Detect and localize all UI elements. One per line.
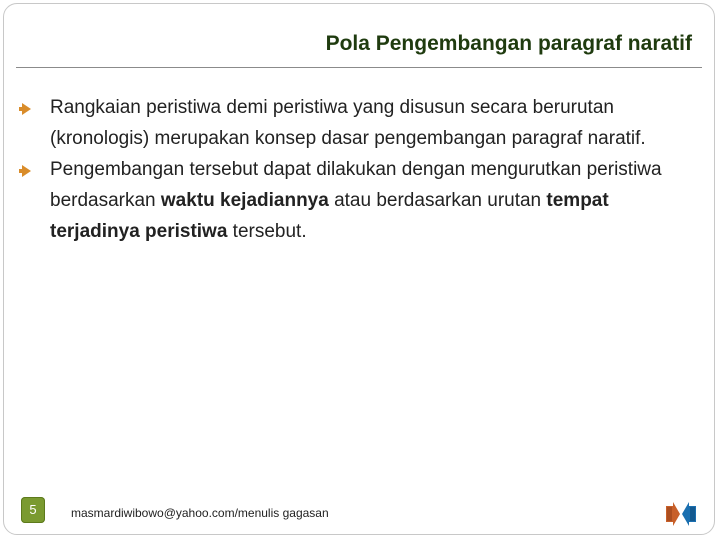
- footer-text: masmardiwibowo@yahoo.com/menulis gagasan: [71, 506, 329, 520]
- next-arrow-icon[interactable]: [682, 502, 696, 526]
- slide-title: Pola Pengembangan paragraf naratif: [325, 32, 692, 55]
- slide: [3, 3, 715, 535]
- bullet-list: [18, 92, 688, 247]
- title-divider: [16, 67, 702, 68]
- bullet-arrow-icon: [22, 103, 31, 115]
- bullet-bold-phrase: tempat terjadinya peristiwa: [50, 190, 609, 242]
- page-number: 5: [21, 497, 45, 523]
- bullet-text-segment: Pengembangan tersebut dapat dilakukan dengan mengurutkan peristiwa berdasarkan: [50, 159, 662, 211]
- prev-arrow-icon[interactable]: [666, 502, 680, 526]
- bullet-arrow-icon: [22, 165, 31, 177]
- bullet-bold-phrase: waktu kejadiannya: [160, 190, 329, 211]
- bullet-text-segment: tersebut.: [227, 221, 307, 242]
- bullet-item-2: [18, 154, 688, 247]
- bullet-item-1: [18, 92, 688, 154]
- bullet-text: Rangkaian peristiwa demi peristiwa yang disusun secara berurutan (kronologis) merupakan konsep dasar pengembangan paragraf naratif.: [50, 97, 646, 149]
- slide-navigation: [664, 501, 698, 527]
- bullet-text-segment: atau berdasarkan urutan: [328, 190, 547, 211]
